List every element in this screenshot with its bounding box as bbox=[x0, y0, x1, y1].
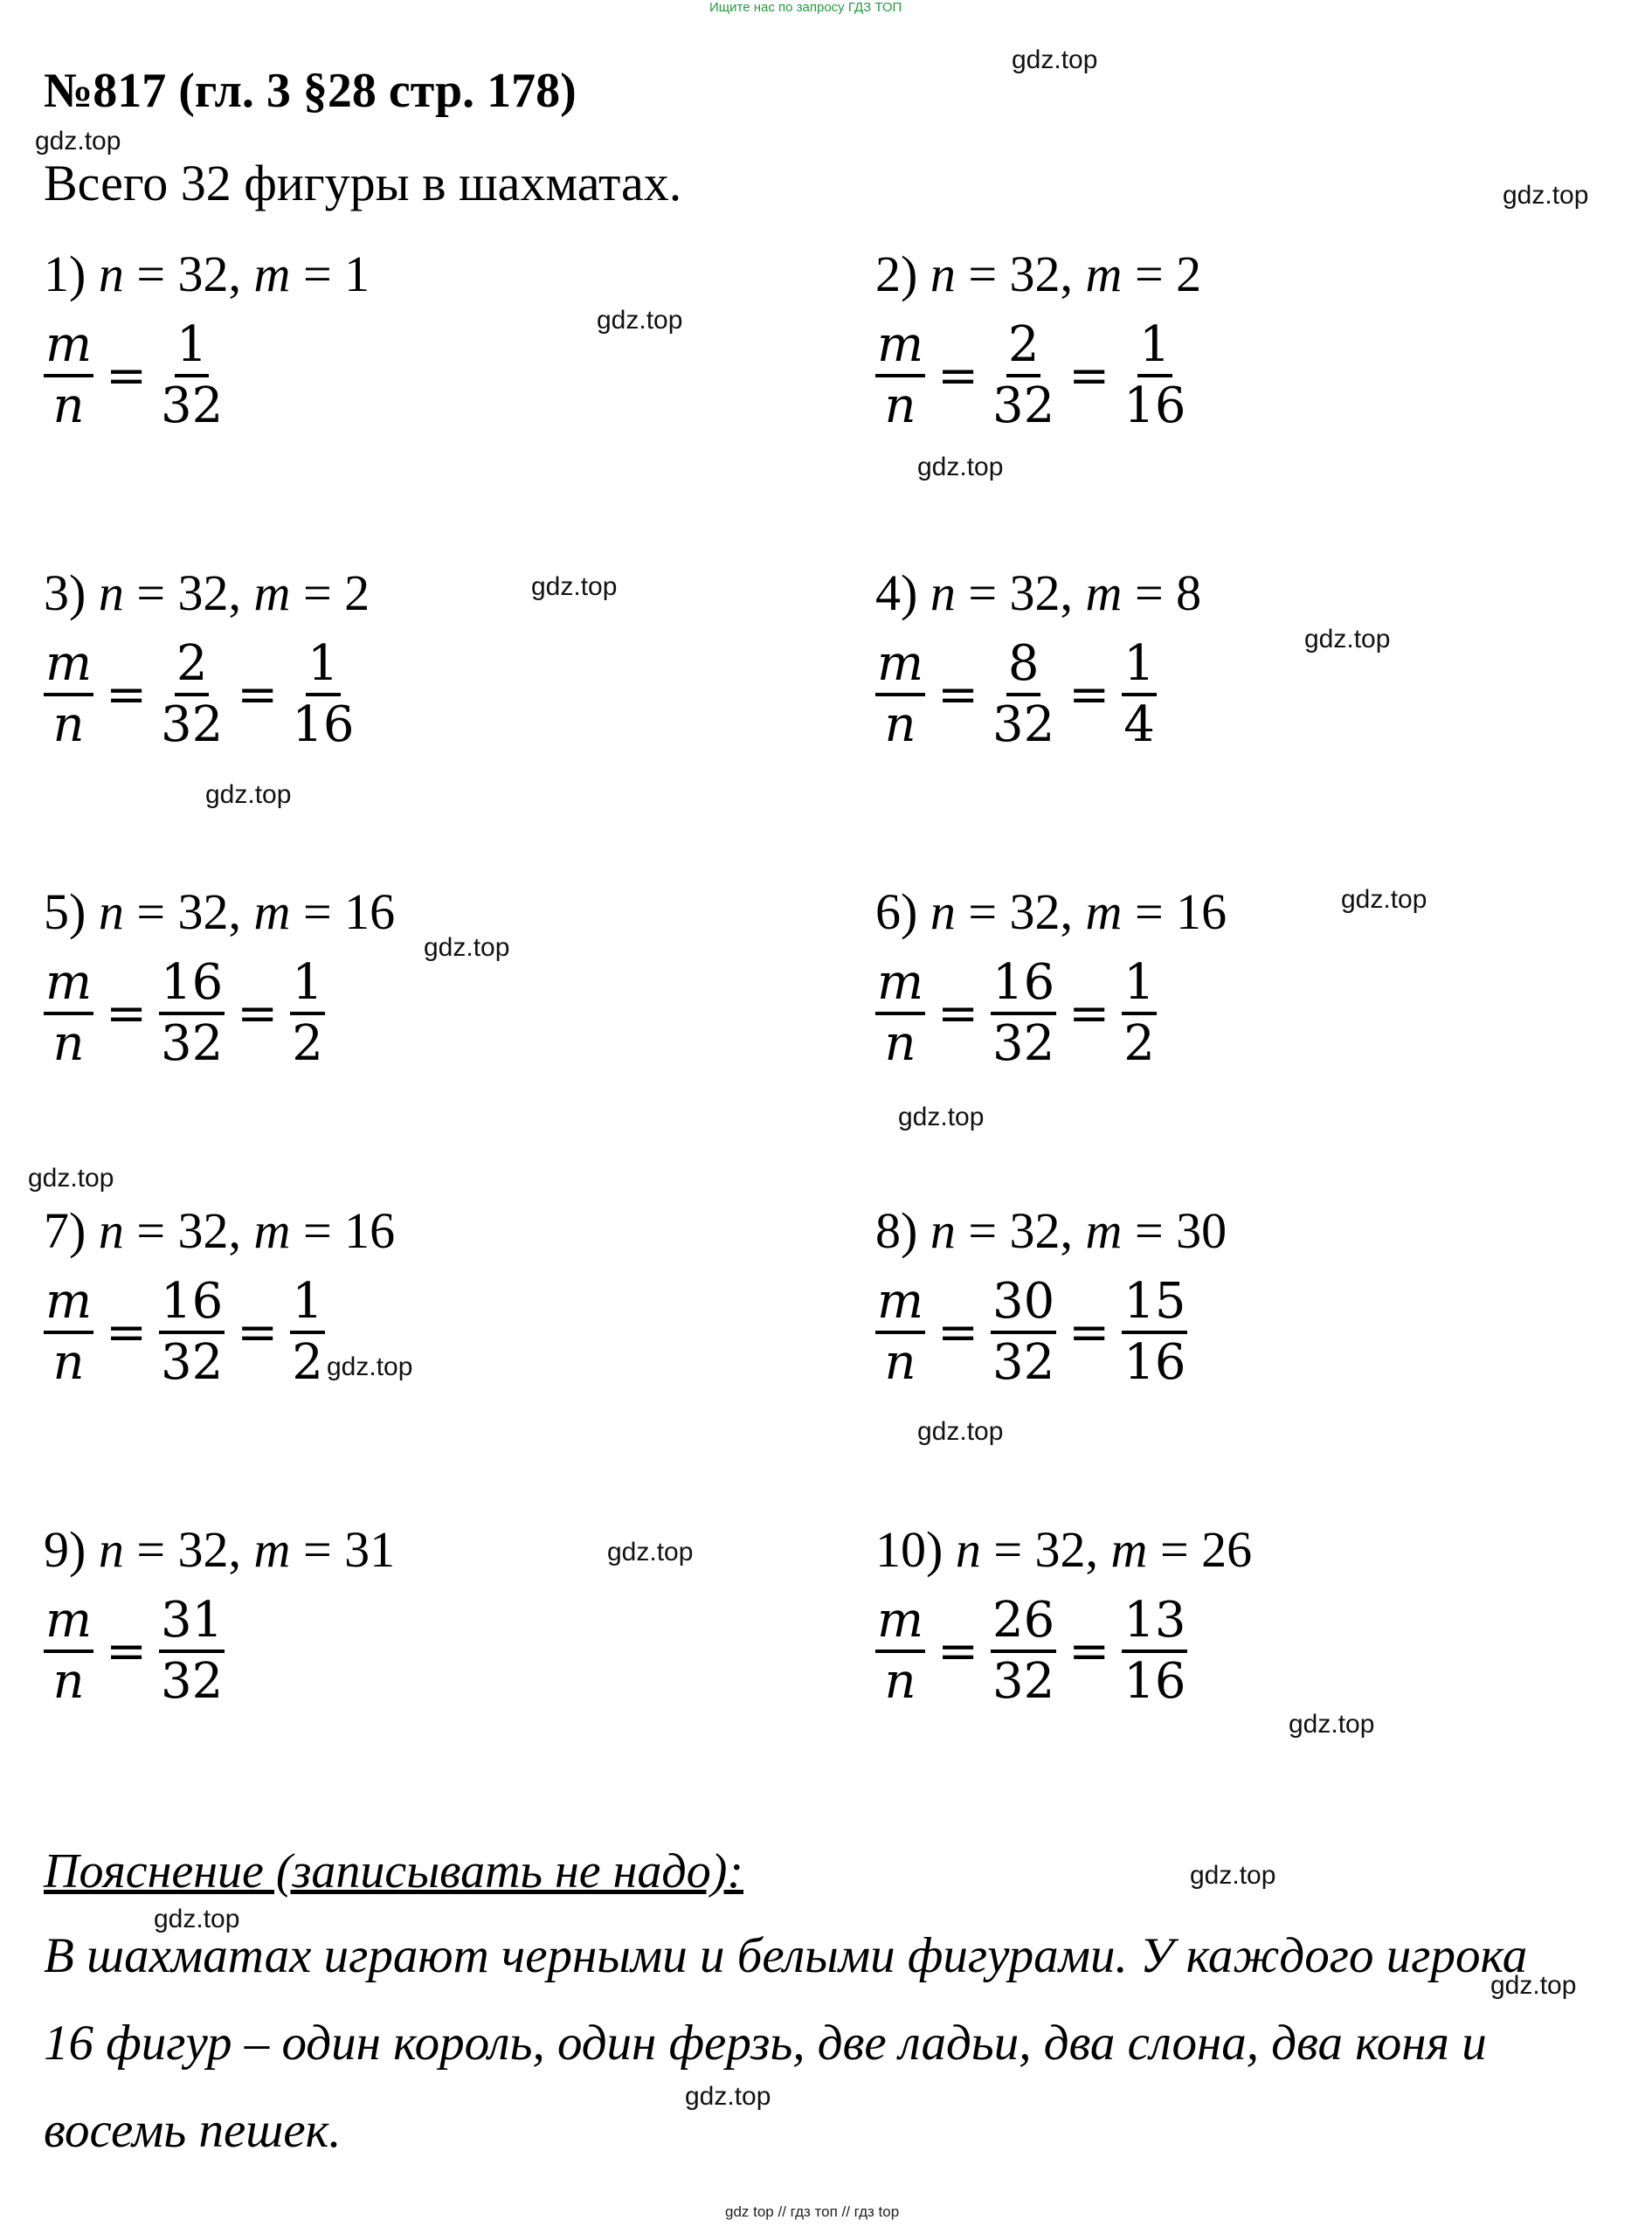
problem-condition bbox=[875, 882, 1227, 941]
condition-part: = 32, bbox=[955, 246, 1086, 302]
condition-part: 3) bbox=[44, 564, 99, 621]
condition-part: m bbox=[253, 564, 291, 621]
denominator: 16 bbox=[1123, 1653, 1186, 1710]
condition-part: m bbox=[1085, 246, 1123, 302]
problem-condition bbox=[44, 882, 395, 941]
condition-part: 2) bbox=[875, 246, 930, 302]
denominator: 32 bbox=[161, 696, 224, 753]
equals-sign: = bbox=[937, 666, 979, 723]
condition-part: m bbox=[253, 1521, 291, 1578]
condition-part: m bbox=[253, 246, 291, 302]
condition-part: = 2 bbox=[1122, 246, 1202, 302]
fraction-equation bbox=[875, 635, 1157, 754]
page-title: №817 (гл. 3 §28 стр. 178) bbox=[44, 64, 577, 118]
equals-sign: = bbox=[937, 347, 979, 405]
fraction bbox=[159, 635, 225, 754]
watermark: gdz.top bbox=[917, 453, 1004, 481]
watermark: gdz.top bbox=[28, 1164, 114, 1193]
fraction bbox=[875, 954, 925, 1073]
condition-part: = 32, bbox=[123, 564, 254, 621]
fraction bbox=[991, 635, 1056, 754]
condition-part: m bbox=[1085, 883, 1123, 940]
condition-part: = 32, bbox=[955, 564, 1086, 621]
denominator: n bbox=[52, 1015, 85, 1072]
condition-part: 8) bbox=[875, 1202, 930, 1259]
fraction bbox=[44, 1592, 93, 1711]
fraction bbox=[44, 954, 93, 1073]
watermark: gdz.top bbox=[1490, 1971, 1577, 2000]
condition-part: = 32, bbox=[123, 883, 254, 940]
numerator: m bbox=[875, 1273, 925, 1334]
watermark: gdz.top bbox=[327, 1352, 413, 1381]
denominator: 32 bbox=[161, 1334, 224, 1391]
fraction bbox=[159, 1273, 225, 1392]
fraction bbox=[991, 954, 1056, 1073]
numerator: 1 bbox=[306, 635, 341, 696]
fraction bbox=[44, 316, 93, 435]
watermark: gdz.top bbox=[1190, 1861, 1276, 1890]
equals-sign: = bbox=[106, 1622, 148, 1680]
denominator: n bbox=[52, 377, 85, 434]
fraction-equation bbox=[875, 1592, 1187, 1711]
equals-sign: = bbox=[937, 1304, 979, 1361]
denominator: 32 bbox=[992, 696, 1055, 753]
fraction-equation bbox=[44, 954, 325, 1073]
numerator: 31 bbox=[159, 1592, 225, 1653]
condition-part: = 8 bbox=[1122, 564, 1202, 621]
equals-sign: = bbox=[237, 985, 279, 1042]
fraction bbox=[290, 1273, 325, 1392]
numerator: m bbox=[44, 1273, 93, 1334]
numerator: m bbox=[44, 316, 93, 377]
denominator: 16 bbox=[1123, 377, 1186, 434]
denominator: n bbox=[884, 1015, 916, 1072]
condition-part: = 32, bbox=[955, 1202, 1086, 1259]
condition-part: 4) bbox=[875, 564, 930, 621]
numerator: 1 bbox=[290, 954, 325, 1015]
condition-part: n bbox=[98, 1521, 124, 1578]
numerator: 2 bbox=[175, 635, 210, 696]
equals-sign: = bbox=[937, 1622, 979, 1680]
denominator: 4 bbox=[1123, 696, 1155, 753]
denominator: 32 bbox=[161, 1653, 224, 1710]
condition-part: = 1 bbox=[290, 246, 370, 302]
explanation-line: 16 фигур – один король, один ферзь, две ладьи, два слона, два коня и bbox=[44, 2016, 1487, 2071]
top-search-link[interactable]: Ищите нас по запросу ГДЗ ТОП bbox=[709, 0, 902, 15]
condition-part: = 32, bbox=[123, 1202, 254, 1259]
fraction-equation bbox=[44, 635, 356, 754]
fraction bbox=[1122, 635, 1157, 754]
denominator: 2 bbox=[292, 1334, 323, 1391]
fraction bbox=[991, 1592, 1056, 1711]
numerator: 1 bbox=[175, 316, 210, 377]
condition-part: m bbox=[1085, 1202, 1123, 1259]
watermark: gdz.top bbox=[531, 572, 618, 601]
numerator: m bbox=[875, 635, 925, 696]
condition-part: n bbox=[98, 883, 124, 940]
condition-part: n bbox=[98, 246, 124, 302]
problem-condition bbox=[875, 1201, 1227, 1260]
denominator: n bbox=[884, 696, 916, 753]
numerator: m bbox=[44, 635, 93, 696]
watermark: gdz.top bbox=[917, 1417, 1004, 1446]
explanation-title: Пояснение (записывать не надо): bbox=[44, 1844, 744, 1898]
condition-part: n bbox=[930, 1202, 956, 1259]
fraction bbox=[875, 316, 925, 435]
equals-sign: = bbox=[106, 1304, 148, 1361]
fraction-equation bbox=[44, 1273, 325, 1392]
condition-part: = 32, bbox=[980, 1521, 1111, 1578]
equals-sign: = bbox=[1068, 347, 1110, 405]
problem-condition bbox=[875, 1520, 1252, 1579]
denominator: 32 bbox=[992, 1653, 1055, 1710]
condition-part: = 32, bbox=[955, 883, 1086, 940]
condition-part: m bbox=[1085, 564, 1123, 621]
condition-part: = 16 bbox=[290, 883, 396, 940]
denominator: 32 bbox=[992, 1334, 1055, 1391]
watermark: gdz.top bbox=[898, 1103, 985, 1131]
numerator: 15 bbox=[1122, 1273, 1187, 1334]
numerator: 16 bbox=[159, 954, 225, 1015]
condition-part: n bbox=[930, 564, 956, 621]
fraction bbox=[44, 1273, 93, 1392]
explanation-line: восемь пешек. bbox=[44, 2103, 342, 2158]
condition-part: n bbox=[98, 564, 124, 621]
fraction-equation bbox=[44, 316, 225, 435]
equals-sign: = bbox=[106, 666, 148, 723]
watermark: gdz.top bbox=[424, 933, 510, 962]
condition-part: = 31 bbox=[290, 1521, 396, 1578]
fraction-equation bbox=[875, 1273, 1187, 1392]
equals-sign: = bbox=[1068, 666, 1110, 723]
condition-part: m bbox=[1110, 1521, 1148, 1578]
numerator: m bbox=[875, 316, 925, 377]
denominator: 32 bbox=[992, 1015, 1055, 1072]
condition-part: m bbox=[253, 883, 291, 940]
watermark: gdz.top bbox=[597, 306, 683, 335]
footer-links[interactable]: gdz top // гдз топ // гдз top bbox=[725, 2203, 900, 2220]
fraction-equation bbox=[44, 1592, 225, 1711]
denominator: n bbox=[52, 696, 85, 753]
fraction-equation bbox=[875, 316, 1187, 435]
watermark: gdz.top bbox=[1012, 45, 1098, 74]
watermark: gdz.top bbox=[1304, 625, 1391, 654]
condition-part: 1) bbox=[44, 246, 99, 302]
watermark: gdz.top bbox=[1503, 181, 1589, 210]
fraction bbox=[290, 635, 356, 754]
fraction bbox=[1122, 954, 1157, 1073]
condition-part: = 2 bbox=[290, 564, 370, 621]
watermark: gdz.top bbox=[607, 1538, 694, 1567]
condition-part: n bbox=[930, 246, 956, 302]
numerator: 2 bbox=[1006, 316, 1041, 377]
condition-part: n bbox=[955, 1521, 981, 1578]
numerator: 1 bbox=[1137, 316, 1172, 377]
fraction bbox=[991, 316, 1056, 435]
condition-part: = 26 bbox=[1147, 1521, 1253, 1578]
condition-part: = 32, bbox=[123, 246, 254, 302]
fraction-equation bbox=[875, 954, 1157, 1073]
equals-sign: = bbox=[106, 347, 148, 405]
explanation-line: В шахматах играют черными и белыми фигурами. У каждого игрока bbox=[44, 1928, 1528, 1983]
equals-sign: = bbox=[237, 1304, 279, 1361]
condition-part: n bbox=[930, 883, 956, 940]
watermark: gdz.top bbox=[154, 1905, 240, 1933]
numerator: 13 bbox=[1122, 1592, 1187, 1653]
equals-sign: = bbox=[1068, 1622, 1110, 1680]
fraction bbox=[44, 635, 93, 754]
numerator: 1 bbox=[1122, 635, 1157, 696]
fraction bbox=[159, 316, 225, 435]
condition-part: = 30 bbox=[1122, 1202, 1227, 1259]
problem-condition bbox=[875, 564, 1201, 622]
condition-part: n bbox=[98, 1202, 124, 1259]
watermark: gdz.top bbox=[1341, 885, 1427, 914]
watermark: gdz.top bbox=[1289, 1710, 1375, 1739]
equals-sign: = bbox=[237, 666, 279, 723]
condition-part: 5) bbox=[44, 883, 99, 940]
watermark: gdz.top bbox=[685, 2082, 771, 2111]
equals-sign: = bbox=[1068, 985, 1110, 1042]
problem-condition bbox=[44, 564, 370, 622]
problem-condition bbox=[44, 1520, 395, 1579]
fraction bbox=[1122, 1273, 1187, 1392]
watermark: gdz.top bbox=[205, 780, 292, 809]
fraction bbox=[875, 635, 925, 754]
denominator: 32 bbox=[161, 1015, 224, 1072]
fraction bbox=[290, 954, 325, 1073]
problem-condition bbox=[875, 245, 1201, 303]
condition-part: m bbox=[253, 1202, 291, 1259]
denominator: 16 bbox=[1123, 1334, 1186, 1391]
numerator: 26 bbox=[991, 1592, 1056, 1653]
denominator: 2 bbox=[292, 1015, 323, 1072]
numerator: 8 bbox=[1006, 635, 1041, 696]
problem-condition bbox=[44, 1201, 395, 1260]
numerator: 16 bbox=[159, 1273, 225, 1334]
fraction bbox=[159, 1592, 225, 1711]
intro-text: Всего 32 фигуры в шахматах. bbox=[44, 155, 682, 211]
condition-part: 10) bbox=[875, 1521, 956, 1578]
numerator: m bbox=[875, 954, 925, 1015]
watermark: gdz.top bbox=[35, 127, 121, 156]
numerator: m bbox=[44, 1592, 93, 1653]
condition-part: 7) bbox=[44, 1202, 99, 1259]
denominator: n bbox=[52, 1334, 85, 1391]
condition-part: 9) bbox=[44, 1521, 99, 1578]
problem-condition bbox=[44, 245, 370, 303]
numerator: m bbox=[44, 954, 93, 1015]
denominator: n bbox=[884, 1334, 916, 1391]
fraction bbox=[991, 1273, 1056, 1392]
equals-sign: = bbox=[937, 985, 979, 1042]
denominator: 32 bbox=[992, 377, 1055, 434]
denominator: 16 bbox=[292, 696, 355, 753]
equals-sign: = bbox=[1068, 1304, 1110, 1361]
numerator: 16 bbox=[991, 954, 1056, 1015]
denominator: n bbox=[52, 1653, 85, 1710]
fraction bbox=[1122, 1592, 1187, 1711]
fraction bbox=[875, 1592, 925, 1711]
fraction bbox=[1122, 316, 1187, 435]
denominator: n bbox=[884, 1653, 916, 1710]
fraction bbox=[159, 954, 225, 1073]
condition-part: = 32, bbox=[123, 1521, 254, 1578]
numerator: 30 bbox=[991, 1273, 1056, 1334]
condition-part: = 16 bbox=[290, 1202, 396, 1259]
numerator: 1 bbox=[1122, 954, 1157, 1015]
denominator: 2 bbox=[1123, 1015, 1155, 1072]
fraction bbox=[875, 1273, 925, 1392]
condition-part: 6) bbox=[875, 883, 930, 940]
denominator: 32 bbox=[161, 377, 224, 434]
equals-sign: = bbox=[106, 985, 148, 1042]
numerator: 1 bbox=[290, 1273, 325, 1334]
condition-part: = 16 bbox=[1122, 883, 1227, 940]
numerator: m bbox=[875, 1592, 925, 1653]
denominator: n bbox=[884, 377, 916, 434]
